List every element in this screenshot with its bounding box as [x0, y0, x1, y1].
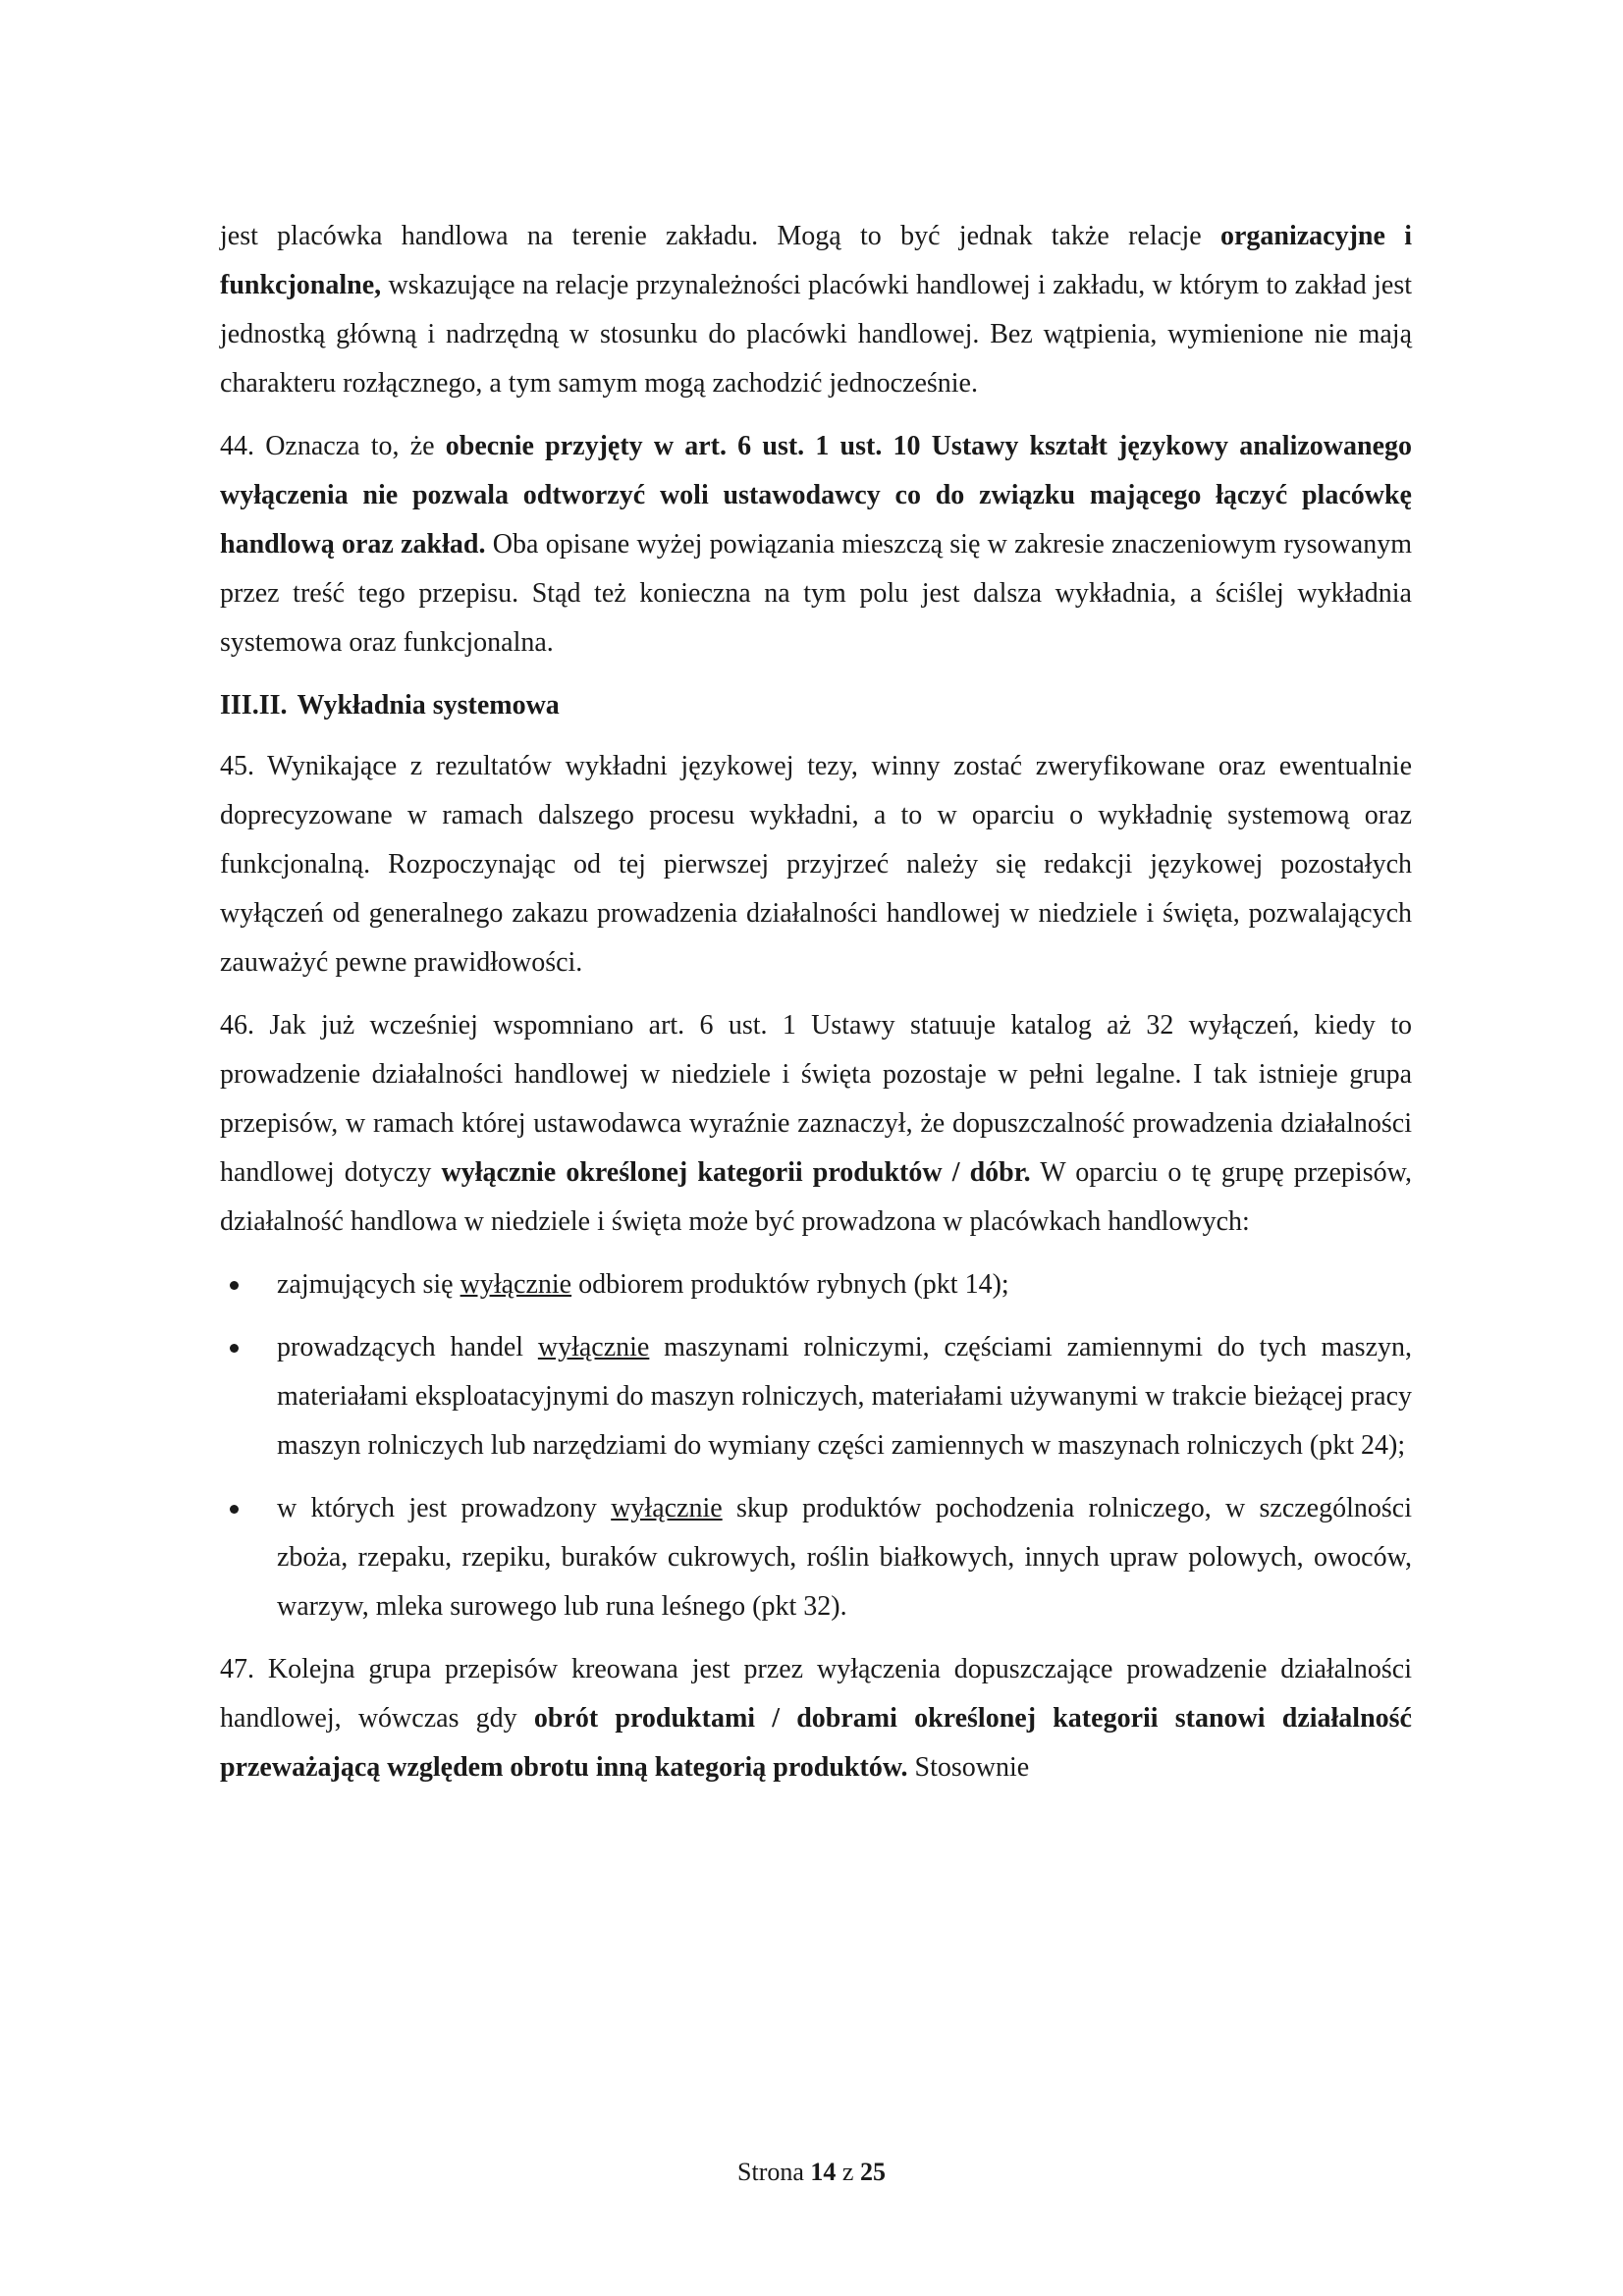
document-body — [220, 212, 1412, 1806]
paragraph-46 — [220, 1001, 1412, 1247]
section-heading — [220, 681, 1412, 730]
page-number-total: 25 — [859, 2158, 886, 2186]
underlined-word: wyłącznie — [460, 1269, 572, 1300]
intro-text-2: wskazujące na relacje przynależności placówki handlowej i zakładu, w którym to zakład jest jednostką główną i nadrzędną w stosunku do placówki handlowej. Bez wątpienia, wymienione nie mają charakteru rozłącznego, a tym samym mogą zachodzić jednocześnie. — [220, 270, 1412, 399]
section-number: III.II. — [220, 690, 288, 721]
bullet-icon — [230, 1281, 239, 1290]
p44-bold: obecnie przyjęty w art. 6 ust. 1 ust. 10 Ustawy kształt językowy analizowanego wyłączenia nie pozwala odtworzyć woli ustawodawcy co do związku mającego łączyć placówkę handlową oraz zakład. — [220, 431, 1412, 560]
bullet-list — [220, 1260, 1412, 1631]
p44-text-1: Oznacza to, że — [265, 431, 446, 461]
p46-text-2: W oparciu o tę grupę przepisów, działalność handlowa w niedziele i święta może być prowadzona w placówkach handlowych: — [220, 1157, 1413, 1237]
list-item: zajmujących się wyłącznie odbiorem produktów rybnych (pkt 14); — [220, 1260, 1412, 1309]
list-item: w których jest prowadzony wyłącznie skup produktów pochodzenia rolniczego, w szczególności zboża, rzepaku, rzepiku, buraków cukrowych, roślin białkowych, innych upraw polowych, owoców, warzyw, mleka surowego lub runa leśnego (pkt 32). — [220, 1484, 1412, 1631]
p47-text-2: Stosownie — [907, 1752, 1030, 1783]
p46-bold: wyłącznie określonej kategorii produktów / dóbr. — [441, 1157, 1031, 1188]
intro-text-1: jest placówka handlowa na terenie zakładu. Mogą to być jednak także relacje — [220, 221, 1220, 251]
intro-bold: organizacyjne i funkcjonalne, — [220, 221, 1412, 300]
bullet-icon — [230, 1344, 239, 1353]
page-number-current: 14 — [810, 2158, 837, 2186]
paragraph-45 — [220, 742, 1412, 988]
footer-prefix: Strona — [737, 2158, 811, 2186]
paragraph-number: 47. — [220, 1654, 254, 1684]
p46-text-1: Jak już wcześniej wspomniano art. 6 ust. 1 Ustawy statuuje katalog aż 32 wyłączeń, kiedy to prowadzenie działalności handlowej w niedziele i święta pozostaje w pełni legalne. I tak istnieje grupa przepisów, w ramach której ustawodawca wyraźnie zaznaczył, że dopuszczalność prowadzenia działalności handlowej dotyczy — [220, 1010, 1412, 1188]
paragraph-number: 46. — [220, 1010, 254, 1041]
p47-text-1: Kolejna grupa przepisów kreowana jest przez wyłączenia dopuszczające prowadzenie działalności handlowej, wówczas gdy — [220, 1654, 1412, 1734]
paragraph-47 — [220, 1645, 1412, 1792]
list-item: prowadzących handel wyłącznie maszynami rolniczymi, częściami zamiennymi do tych maszyn, materiałami eksploatacyjnymi do maszyn rolniczych, materiałami używanymi w trakcie bieżącej pracy maszyn rolniczych lub narzędziami do wymiany części zamiennych w maszynach rolniczych (pkt 24); — [220, 1323, 1412, 1470]
p45-text: Wynikające z rezultatów wykładni językowej tezy, winny zostać zweryfikowane oraz ewentualnie doprecyzowane w ramach dalszego procesu wykładni, a to w oparciu o wykładnię systemową oraz funkcjonalną. Rozpoczynając od tej pierwszej przyjrzeć należy się redakcji językowej pozostałych wyłączeń od generalnego zakazu prowadzenia działalności handlowej w niedziele i święta, pozwalających zauważyć pewne prawidłowości. — [220, 751, 1413, 978]
paragraph-44 — [220, 422, 1412, 667]
section-title: Wykładnia systemowa — [297, 690, 560, 721]
p44-text-2: Oba opisane wyżej powiązania mieszczą się w zakresie znaczeniowym rysowanym przez treść tego przepisu. Stąd też konieczna na tym polu jest dalsza wykładnia, a ściślej wykładnia systemowa oraz funkcjonalna. — [220, 529, 1412, 658]
paragraph-number: 44. — [220, 431, 254, 461]
p47-bold: obrót produktami / dobrami określonej kategorii stanowi działalność przeważającą względem obrotu inną kategorią produktów. — [220, 1703, 1412, 1783]
paragraph-number: 45. — [220, 751, 254, 781]
intro-paragraph — [220, 212, 1412, 408]
bullet-icon — [230, 1505, 239, 1514]
underlined-word: wyłącznie — [611, 1493, 723, 1523]
page-footer — [0, 2158, 1623, 2187]
underlined-word: wyłącznie — [537, 1332, 650, 1362]
footer-middle: z — [836, 2158, 860, 2186]
